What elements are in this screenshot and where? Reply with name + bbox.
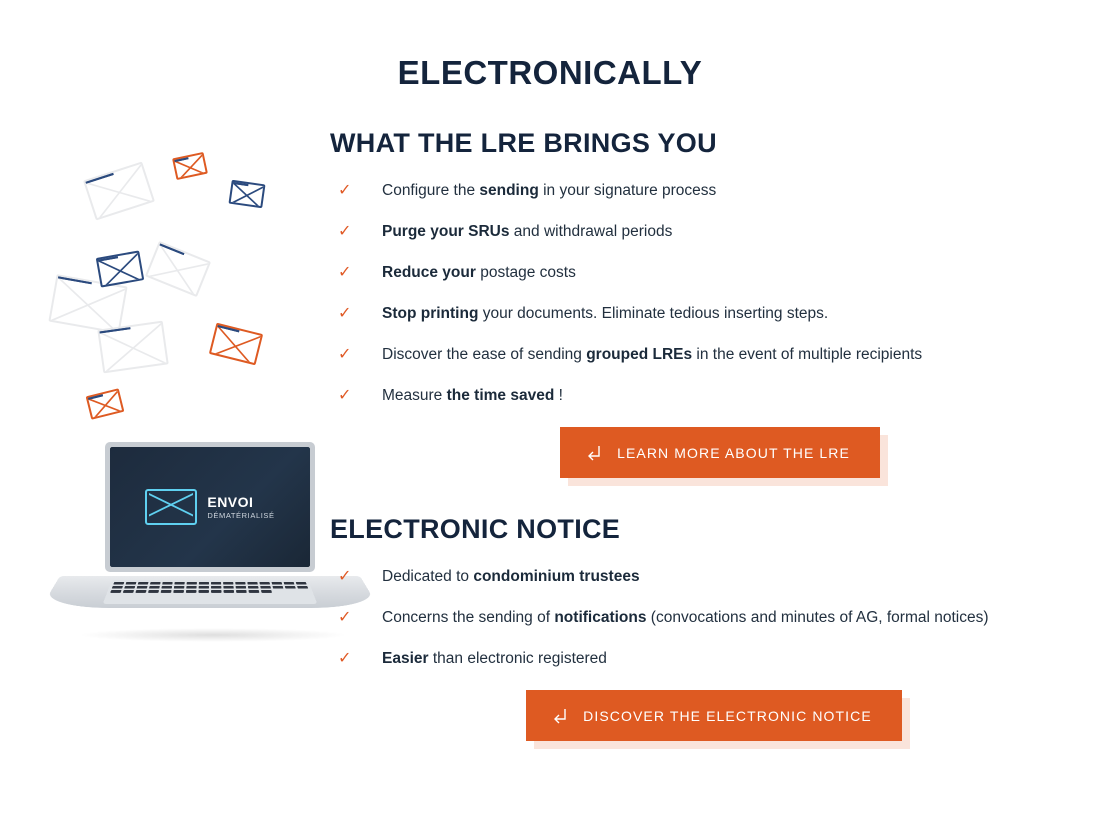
arrow-corner-icon [552,707,569,724]
check-icon: ✓ [338,264,352,281]
text-post: (convocations and minutes of AG, formal notices) [646,609,989,626]
text-bold: condominium trustees [473,568,640,585]
check-icon: ✓ [338,650,352,667]
text-pre: Configure the [382,182,480,199]
list-item [330,345,1070,365]
text-post: ! [554,387,563,404]
list-item-label [382,222,672,242]
check-icon: ✓ [338,223,352,240]
envelope-icon [97,321,168,374]
text-pre: Measure [382,387,447,404]
learn-more-button-wrap [370,427,1070,478]
discover-button-wrap [358,690,1070,741]
check-icon: ✓ [338,182,352,199]
list-item [330,263,1070,283]
section-title-electronic-notice: ELECTRONIC NOTICE [330,514,621,544]
list-item [330,649,1070,669]
list-item-label [382,567,640,587]
text-post: and withdrawal periods [509,223,673,240]
laptop-screen-title: ENVOI [207,493,254,510]
section-title-lre: WHAT THE LRE BRINGS YOU [330,128,717,158]
check-icon: ✓ [338,568,352,585]
list-item [330,304,1070,324]
text-bold: sending [479,182,539,199]
page-title: ELECTRONICALLY [397,54,703,92]
text-pre: Concerns the sending of [382,609,555,626]
text-pre: Dedicated to [382,568,474,585]
list-item [330,567,1070,587]
list-item [330,222,1070,242]
text-post: in the event of multiple recipients [692,346,923,363]
learn-more-about-lre-label: LEARN MORE ABOUT THE LRE [617,444,850,461]
check-icon: ✓ [338,387,352,404]
content-column [330,128,1070,741]
list-item-label [382,181,716,201]
learn-more-about-lre-button[interactable] [560,427,880,478]
laptop-screen [105,442,315,572]
text-post: postage costs [475,264,576,281]
text-post: your documents. Eliminate tedious inserting steps. [478,305,829,322]
benefits-list-electronic-notice [330,567,1070,669]
envelope-icon [209,323,263,366]
envelope-icon [145,241,211,297]
envelope-icon [172,152,208,180]
list-item-label [382,608,989,628]
list-item-label [382,649,607,669]
discover-electronic-notice-label: DISCOVER THE ELECTRONIC NOTICE [583,707,872,724]
laptop-keyboard [103,580,318,604]
text-bold: Stop printing [382,305,479,322]
check-icon: ✓ [338,346,352,363]
laptop-shadow [78,628,348,642]
text-bold: grouped LREs [586,346,693,363]
envelope-icon [145,489,197,525]
text-bold: notifications [554,609,647,626]
list-item-label [382,263,576,283]
text-bold: Reduce your [382,264,476,281]
text-post: in your signature process [538,182,717,199]
envelopes-illustration [40,130,330,650]
envelope-icon [86,388,125,420]
list-item-label [382,304,828,324]
text-post: than electronic registered [428,650,607,667]
envelope-icon [83,161,155,220]
list-item [330,181,1070,201]
laptop-screen-subtitle: DÉMATÉRIALISÉ [207,511,275,521]
text-bold: Easier [382,650,429,667]
arrow-corner-icon [586,444,603,461]
check-icon: ✓ [338,305,352,322]
envelope-icon [228,180,265,208]
list-item [330,608,1070,628]
list-item-label [382,345,922,365]
text-pre: Discover the ease of sending [382,346,587,363]
text-bold: the time saved [446,387,555,404]
list-item [330,386,1070,406]
envelope-icon [96,250,145,287]
text-bold: Purge your SRUs [382,223,510,240]
discover-electronic-notice-button[interactable] [526,690,902,741]
check-icon: ✓ [338,609,352,626]
list-item-label [382,386,563,406]
benefits-list-lre [330,181,1070,406]
laptop-illustration [60,442,320,642]
